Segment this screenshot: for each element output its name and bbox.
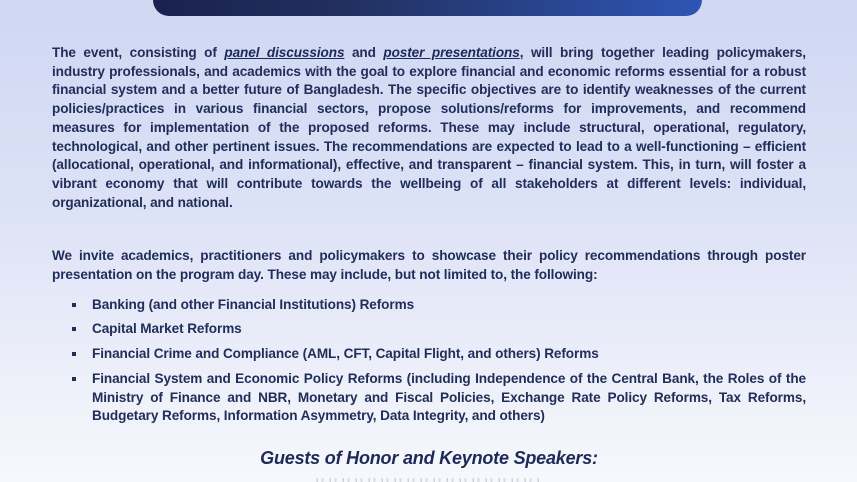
topic-label: Capital Market Reforms: [92, 321, 242, 337]
event-description-text: , will bring together leading policymakers, industry professionals, and academics with the goal to explore financial and economic reforms essential for a robust financial system and a better future of Bangladesh. The specific objectives are to identify weaknesses of the current policies/practices in various financial sectors, propose solutions/reforms for improvements, and recommend measures for implementation of the proposed reforms. These may include structural, operational, regulatory, technological, and other pertinent issues. The recommendations are expected to lead to a well-functioning – efficient (allocational, operational, and informational), effective, and transparent – financial system. This, in turn, will foster a vibrant economy that will contribute towards the wellbeing of all stakeholders at different levels: individual, organizational, and national.: [52, 45, 806, 210]
event-description-text: and: [344, 45, 384, 60]
list-item: [52, 296, 806, 315]
guests-of-honor-heading: Guests of Honor and Keynote Speakers:: [260, 447, 598, 468]
invitation-paragraph: We invite academics, practitioners and policymakers to showcase their policy recommendations through poster presentation on the program day. These may include, but not limited to, the following:: [52, 248, 806, 283]
content-area: [52, 0, 806, 469]
topic-label: Banking (and other Financial Institutions) Reforms: [92, 296, 415, 312]
list-item: [52, 320, 806, 339]
poster-presentations-link[interactable]: poster presentations: [383, 45, 520, 60]
bullet-square-icon: [72, 303, 76, 307]
bullet-square-icon: [72, 327, 76, 331]
list-item: [52, 345, 806, 364]
panel-discussions-link[interactable]: panel discussions: [224, 45, 345, 60]
bullet-square-icon: [72, 352, 76, 356]
bullet-square-icon: [72, 377, 76, 381]
event-description-text: The event, consisting of: [52, 45, 225, 60]
list-item: [52, 370, 806, 426]
topics-list: [52, 296, 806, 426]
event-description-paragraph: [52, 44, 806, 212]
topic-label: Financial System and Economic Policy Reforms (including Independence of the Central Bank, the Roles of the Ministry of Finance and NBR, Monetary and Fiscal Policies, Exchange Rate Policy Reforms, Tax Reforms, Budgetary Reforms, Information Asymmetry, Data Integrity, and others): [92, 370, 806, 424]
topic-label: Financial Crime and Compliance (AML, CFT, Capital Flight, and others) Reforms: [92, 346, 599, 362]
cutoff-text-line: [316, 478, 541, 482]
